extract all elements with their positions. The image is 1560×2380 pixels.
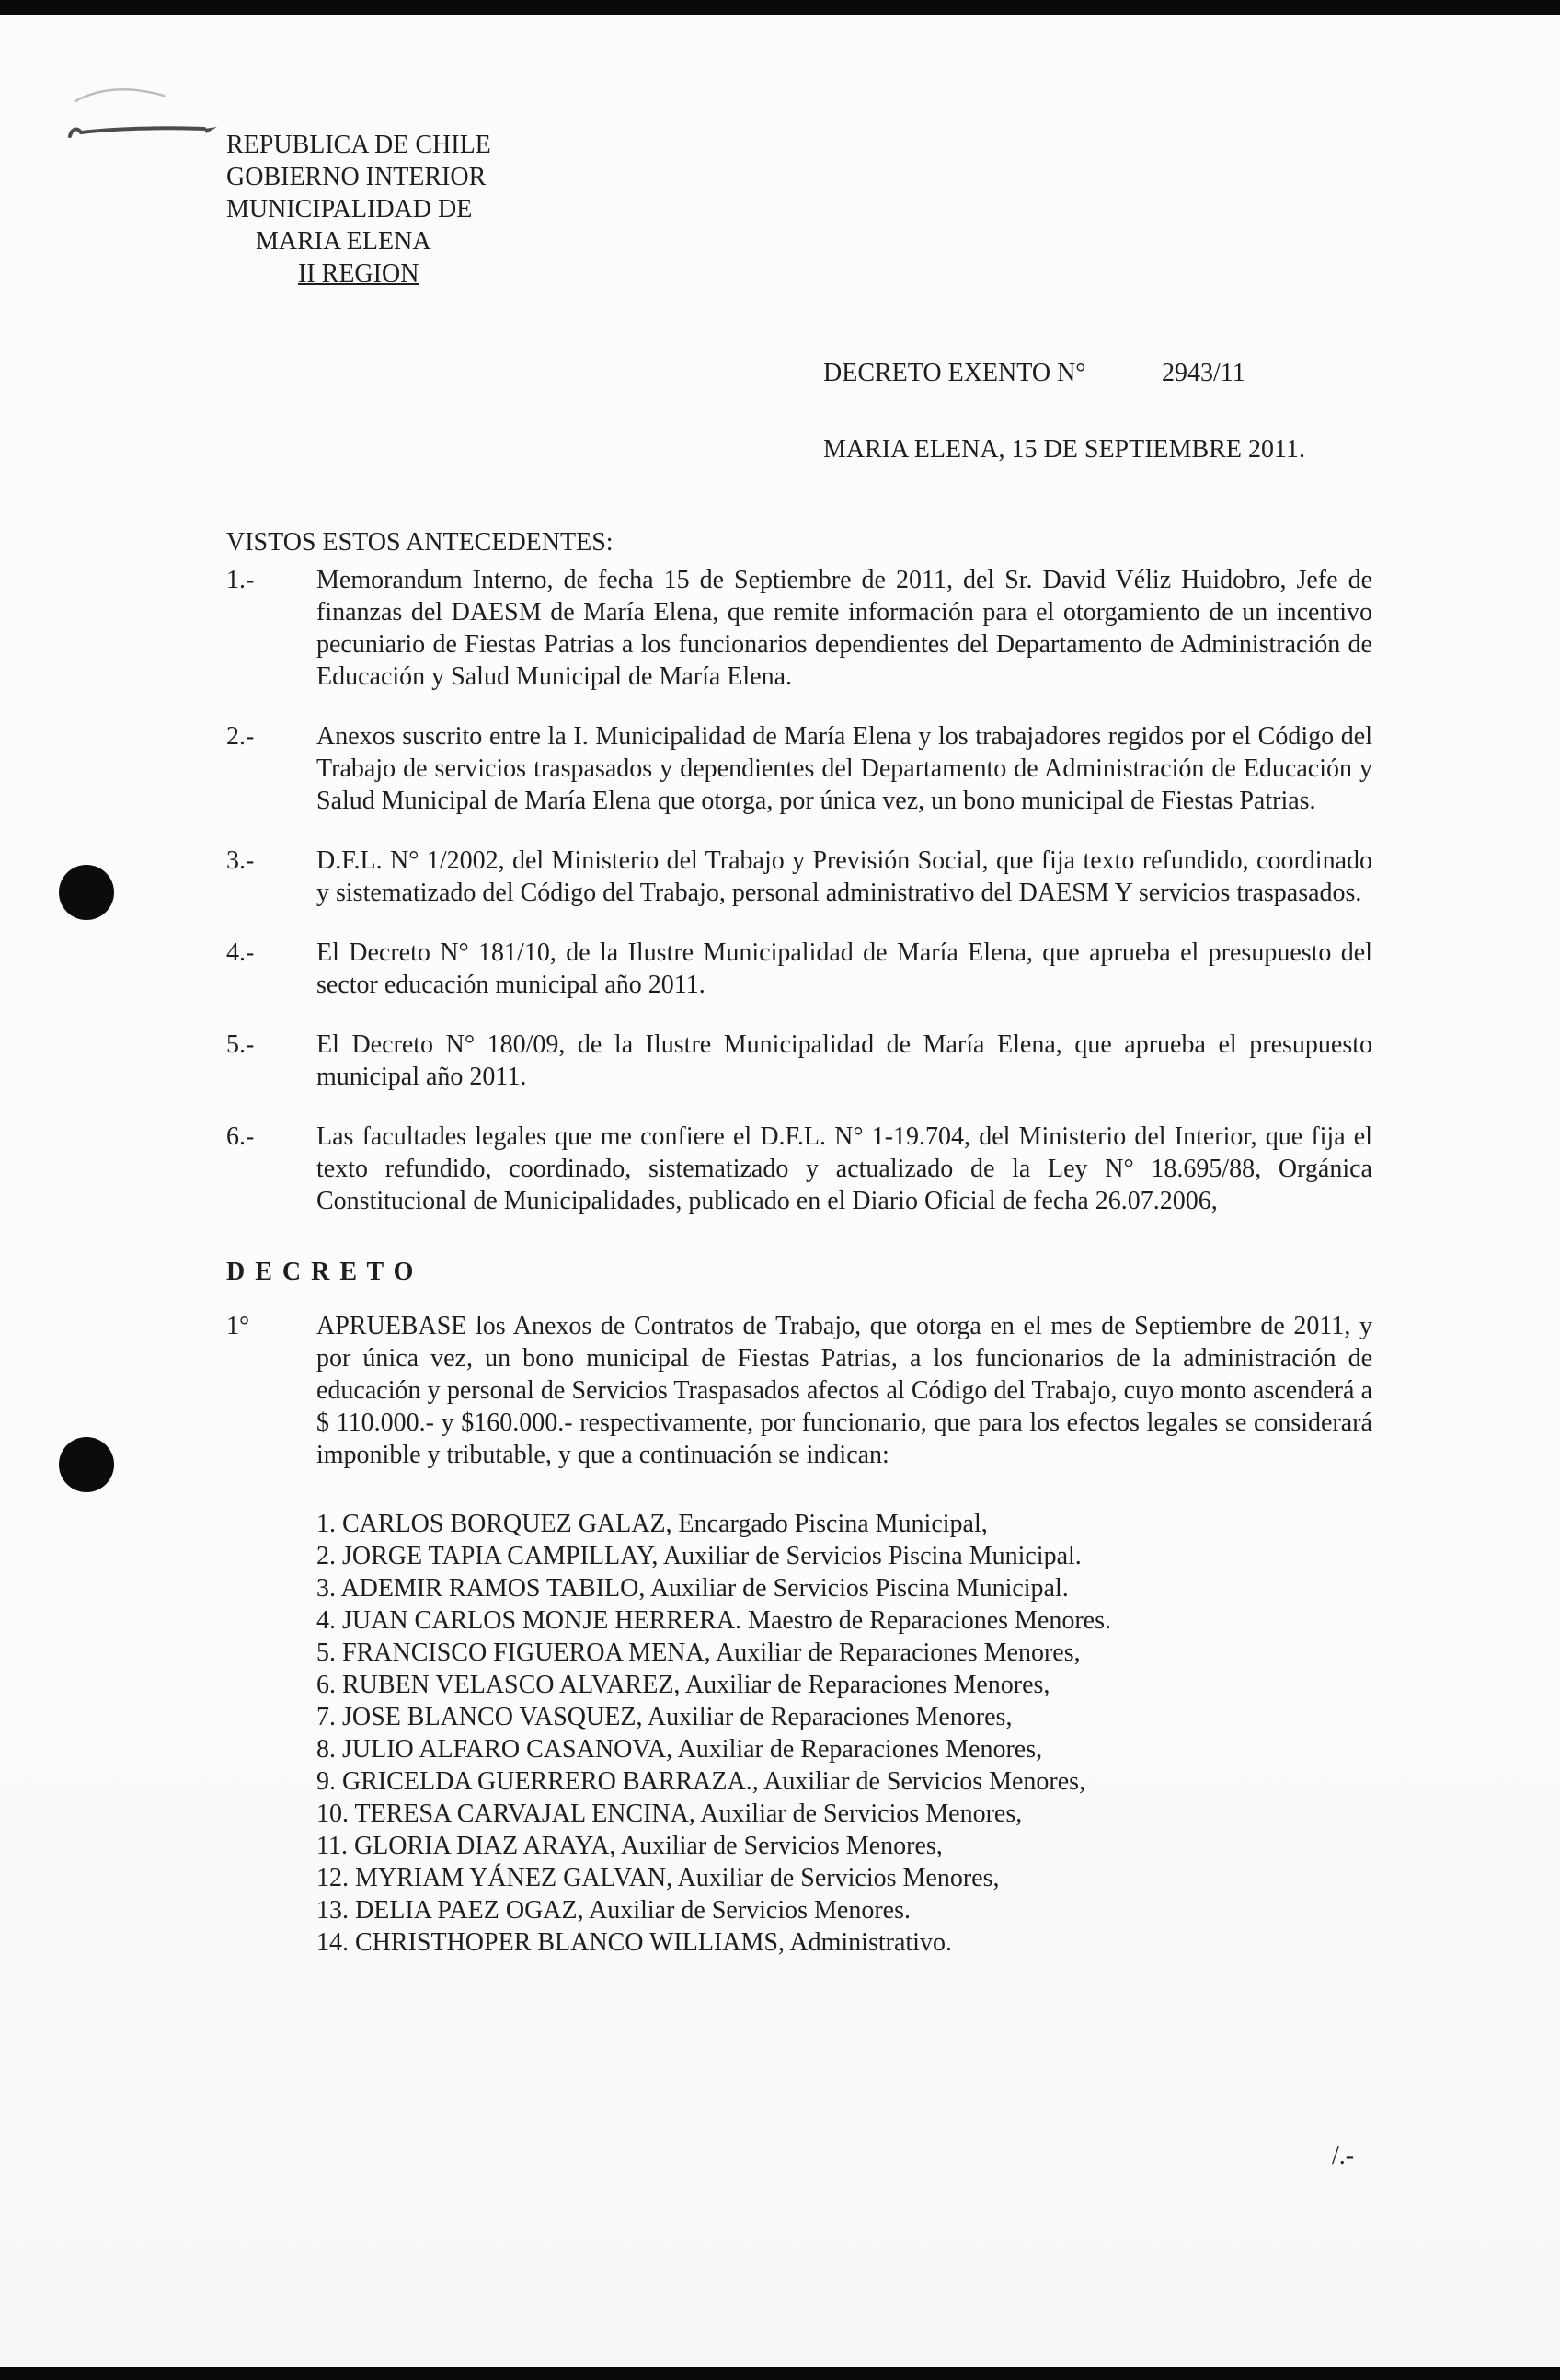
name-item: 5. FRANCISCO FIGUEROA MENA, Auxiliar de Reparaciones Menores, bbox=[316, 1638, 1081, 1667]
vistos-heading: VISTOS ESTOS ANTECEDENTES: bbox=[226, 528, 614, 557]
scan-edge-bottom bbox=[0, 2367, 1560, 2380]
continuation-mark: /.- bbox=[1332, 2142, 1355, 2170]
antecedent-text: Anexos suscrito entre la I. Municipalidad de María Elena y los trabajadores regidos por el Código del Trabajo de servicios traspasados y dependientes del Departamento de Administración de Educación y Salud Municipal de María Elena que otorga, por única vez, un bono municipal de Fiestas Patrias. bbox=[316, 722, 1372, 815]
name-item: 4. JUAN CARLOS MONJE HERRERA. Maestro de Reparaciones Menores. bbox=[316, 1606, 1112, 1635]
antecedent-item bbox=[226, 720, 1372, 817]
scan-edge-top bbox=[0, 0, 1560, 15]
handwritten-mark bbox=[64, 75, 239, 158]
antecedent-number: 6.- bbox=[226, 1122, 255, 1151]
decree-article bbox=[226, 1310, 1372, 1471]
names-list bbox=[316, 1508, 1372, 1959]
name-item: 10. TERESA CARVAJAL ENCINA, Auxiliar de Servicios Menores, bbox=[316, 1799, 1023, 1828]
article-text: APRUEBASE los Anexos de Contratos de Trabajo, que otorga en el mes de Septiembre de 2011, y por única vez, un bono municipal de Fiestas Patrias, a los funcionarios de la administración de educación y personal de Servicios Traspasados afectos al Código del Trabajo, cuyo monto ascenderá a $ 110.000.- y $160.000.- respectivamente, por funcionario, que para los efectos legales se considerará imponible y tributable, y que a continuación se indican: bbox=[316, 1312, 1372, 1469]
decree-number-label: DECRETO EXENTO N° bbox=[823, 359, 1086, 387]
antecedent-text: Memorandum Interno, de fecha 15 de Septiembre de 2011, del Sr. David Véliz Huidobro, Jefe de finanzas del DAESM de María Elena, que remite información para el otorgamiento de un incentivo pecuniario de Fiestas Patrias a los funcionarios dependientes del Departamento de Administración de Educación y Salud Municipal de María Elena. bbox=[316, 566, 1372, 691]
antecedent-number: 3.- bbox=[226, 846, 255, 875]
decreto-heading: D E C R E T O bbox=[226, 1258, 416, 1286]
antecedent-number: 1.- bbox=[226, 566, 255, 594]
name-item: 12. MYRIAM YÁNEZ GALVAN, Auxiliar de Servicios Menores, bbox=[316, 1864, 1000, 1892]
letterhead-line: REPUBLICA DE CHILE bbox=[226, 131, 491, 159]
antecedent-text: El Decreto N° 180/09, de la Ilustre Municipalidad de María Elena, que aprueba el presupuesto municipal año 2011. bbox=[316, 1030, 1372, 1091]
name-item: 14. CHRISTHOPER BLANCO WILLIAMS, Administrativo. bbox=[316, 1928, 952, 1957]
decree-place-date: MARIA ELENA, 15 DE SEPTIEMBRE 2011. bbox=[823, 435, 1305, 464]
antecedent-text: Las facultades legales que me confiere el D.F.L. N° 1-19.704, del Ministerio del Interior, que fija el texto refundido, coordinado, sistematizado y actualizado de la Ley N° 18.695/88, Orgánica Constitucional de Municipalidades, publicado en el Diario Oficial de fecha 26.07.2006, bbox=[316, 1122, 1372, 1215]
letterhead-line: MARIA ELENA bbox=[256, 227, 431, 256]
antecedent-item bbox=[226, 1121, 1372, 1217]
name-item: 8. JULIO ALFARO CASANOVA, Auxiliar de Reparaciones Menores, bbox=[316, 1735, 1043, 1764]
name-item: 1. CARLOS BORQUEZ GALAZ, Encargado Piscina Municipal, bbox=[316, 1510, 988, 1538]
article-number: 1° bbox=[226, 1312, 250, 1340]
name-item: 2. JORGE TAPIA CAMPILLAY, Auxiliar de Servicios Piscina Municipal. bbox=[316, 1542, 1082, 1570]
hole-punch-top bbox=[59, 865, 114, 920]
decree-number-row bbox=[823, 357, 1305, 389]
antecedent-text: El Decreto N° 181/10, de la Ilustre Municipalidad de María Elena, que aprueba el presupuesto del sector educación municipal año 2011. bbox=[316, 938, 1372, 999]
name-item: 6. RUBEN VELASCO ALVAREZ, Auxiliar de Reparaciones Menores, bbox=[316, 1671, 1050, 1699]
antecedent-text: D.F.L. N° 1/2002, del Ministerio del Trabajo y Previsión Social, que fija texto refundido, coordinado y sistematizado del Código del Trabajo, personal administrativo del DAESM Y servicios traspasados. bbox=[316, 846, 1372, 907]
document-body bbox=[226, 526, 1372, 1959]
letterhead bbox=[226, 129, 491, 290]
antecedent-number: 5.- bbox=[226, 1030, 255, 1059]
letterhead-line: MUNICIPALIDAD DE bbox=[226, 195, 473, 224]
name-item: 3. ADEMIR RAMOS TABILO, Auxiliar de Servicios Piscina Municipal. bbox=[316, 1574, 1069, 1603]
name-item: 13. DELIA PAEZ OGAZ, Auxiliar de Servicios Menores. bbox=[316, 1896, 911, 1925]
letterhead-region-line: II REGION bbox=[298, 259, 419, 288]
name-item: 9. GRICELDA GUERRERO BARRAZA., Auxiliar de Servicios Menores, bbox=[316, 1767, 1086, 1796]
name-item: 7. JOSE BLANCO VASQUEZ, Auxiliar de Reparaciones Menores, bbox=[316, 1703, 1013, 1731]
antecedent-item bbox=[226, 564, 1372, 693]
hole-punch-bottom bbox=[59, 1437, 114, 1492]
decree-header bbox=[823, 357, 1305, 466]
antecedent-item bbox=[226, 845, 1372, 909]
name-item: 11. GLORIA DIAZ ARAYA, Auxiliar de Servicios Menores, bbox=[316, 1832, 943, 1860]
antecedent-item bbox=[226, 937, 1372, 1001]
antecedent-item bbox=[226, 1029, 1372, 1093]
antecedent-number: 2.- bbox=[226, 722, 255, 751]
decree-number-value: 2943/11 bbox=[1162, 359, 1245, 387]
letterhead-line: GOBIERNO INTERIOR bbox=[226, 163, 487, 191]
antecedent-number: 4.- bbox=[226, 938, 255, 967]
